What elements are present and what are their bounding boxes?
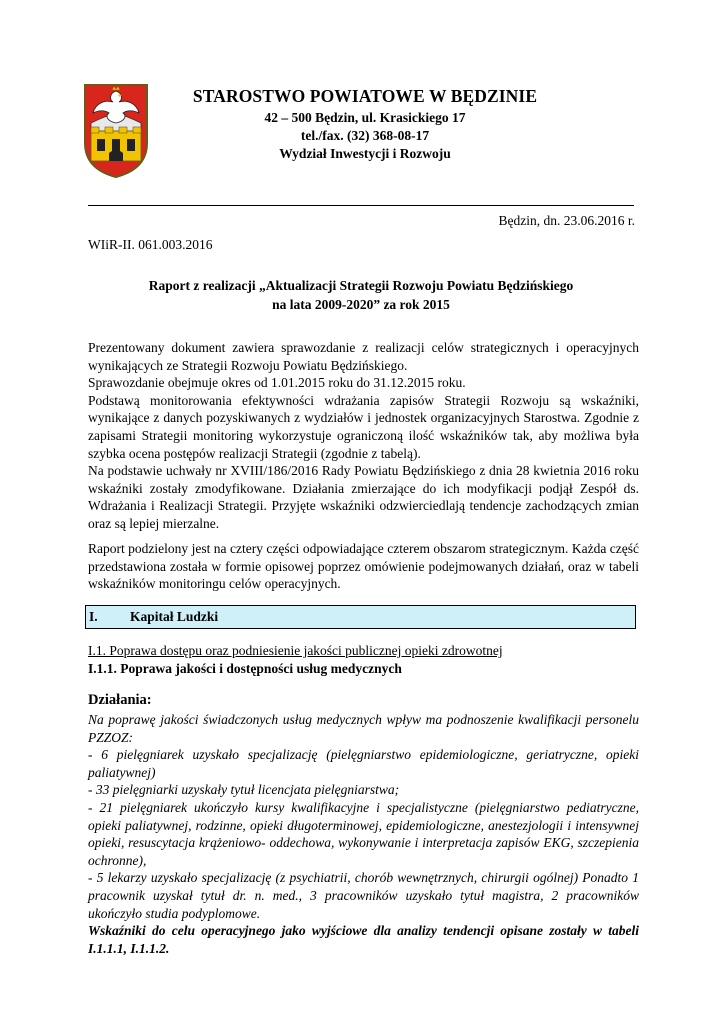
action-item: - 5 lekarzy uzyskało specjalizację (z psychiatrii, chorób wewnętrznych, chirurgii ogólnej) Ponadto 1 pracownik uzyskał tytuł dr. n. med., 3 pracowników uzyskało tytuł magistra, 2 pracowników ukończyło studia podyplomowe. <box>88 870 639 921</box>
header-divider <box>88 205 634 206</box>
strategic-goal: I.1. Poprawa dostępu oraz podniesienie jakości publicznej opieki zdrowotnej <box>88 643 503 658</box>
operational-goal: I.1.1. Poprawa jakości i dostępności usług medycznych <box>88 661 402 676</box>
office-name: STAROSTWO POWIATOWE W BĘDZINIE <box>192 86 538 106</box>
section-name: Kapitał Ludzki <box>130 609 219 624</box>
section-number: I. <box>89 609 98 624</box>
indicators-note: Wskaźniki do celu operacyjnego jako wyjściowe dla analizy tendencji opisane zostały w tabeli I.1.1.1, I.1.1.2. <box>88 923 639 956</box>
office-address: 42 – 500 Będzin, ul. Krasickiego 17 <box>264 110 466 125</box>
structure-note <box>88 540 639 593</box>
coat-of-arms-logo <box>83 83 149 179</box>
document-date: Będzin, dn. 23.06.2016 r. <box>498 213 635 228</box>
intro-paragraph: Sprawozdanie obejmuje okres od 1.01.2015 roku do 31.12.2015 roku. <box>88 375 466 391</box>
intro-paragraph: Prezentowany dokument zawiera sprawozdanie z realizacji celów strategicznych i operacyjnych wynikających ze Strategii Rozwoju Powiatu Będzińskiego. <box>88 340 639 373</box>
structure-paragraph: Raport podzielony jest na cztery części odpowiadające czterem obszarom strategicznym. Każda część przedstawiona została w formie opisowej poprzez omówienie podejmowanych działań, oraz w tabeli wskaźników monitoringu celów operacyjnych. <box>88 541 639 592</box>
document-signature: WIiR-II. 061.003.2016 <box>88 237 213 252</box>
section-heading <box>85 605 636 629</box>
intro-paragraphs <box>88 339 639 533</box>
report-title-line-2: na lata 2009-2020” za rok 2015 <box>272 297 450 312</box>
action-item: Na poprawę jakości świadczonych usług medycznych wpływ ma podnoszenie kwalifikacji personelu PZZOZ: <box>88 712 639 745</box>
actions-heading: Działania: <box>88 692 152 708</box>
office-phone: tel./fax. (32) 368-08-17 <box>300 128 430 143</box>
report-title <box>88 276 634 314</box>
action-item: - 6 pielęgniarek uzyskało specjalizację (pielęgniarstwo epidemiologiczne, geriatryczne, opieki paliatywnej) <box>88 747 639 780</box>
report-title-line-1: Raport z realizacji „Aktualizacji Strategii Rozwoju Powiatu Będzińskiego <box>148 278 574 293</box>
action-item: - 21 pielęgniarek ukończyło kursy kwalifikacyjne i specjalistyczne (pielęgniarstwo pediatryczne, opieki paliatywnej, rodzinne, opieki długoterminowej, epidemiologiczne, anestezjologii i intensywnej opieki, resuscytacja krążeniowo- oddechowa, wykonywanie i interpretacja zapisów EKG, szczepienia ochronne), <box>88 799 639 868</box>
actions-list <box>88 711 639 957</box>
office-department: Wydział Inwestycji i Rozwoju <box>279 146 451 161</box>
intro-paragraph: Podstawą monitorowania efektywności wdrażania zapisów Strategii Rozwoju są wskaźniki, wynikające z danych pozyskiwanych z wydziałów i jednostek organizacyjnych Starostwa. Zgodnie z zapisami Strategii monitoring wykorzystuje ograniczoną ilość wskaźników tak, aby możliwa była szybka ocena postępów realizacji Strategii (zgodnie z tabelą). <box>88 392 639 461</box>
intro-paragraph: Na podstawie uchwały nr XVIII/186/2016 Rady Powiatu Będzińskiego z dnia 28 kwietnia 2016 roku wskaźniki zostały zmodyfikowane. Działania zmierzające do ich modyfikacji podjął Zespół ds. Wdrażania i Realizacji Strategii. Przyjęte wskaźniki odzwierciedlają tendencje zachodzących zmian oraz są lepiej mierzalne. <box>88 463 639 531</box>
action-item: - 33 pielęgniarki uzyskały tytuł licencjata pielęgniarstwa; <box>88 782 400 798</box>
